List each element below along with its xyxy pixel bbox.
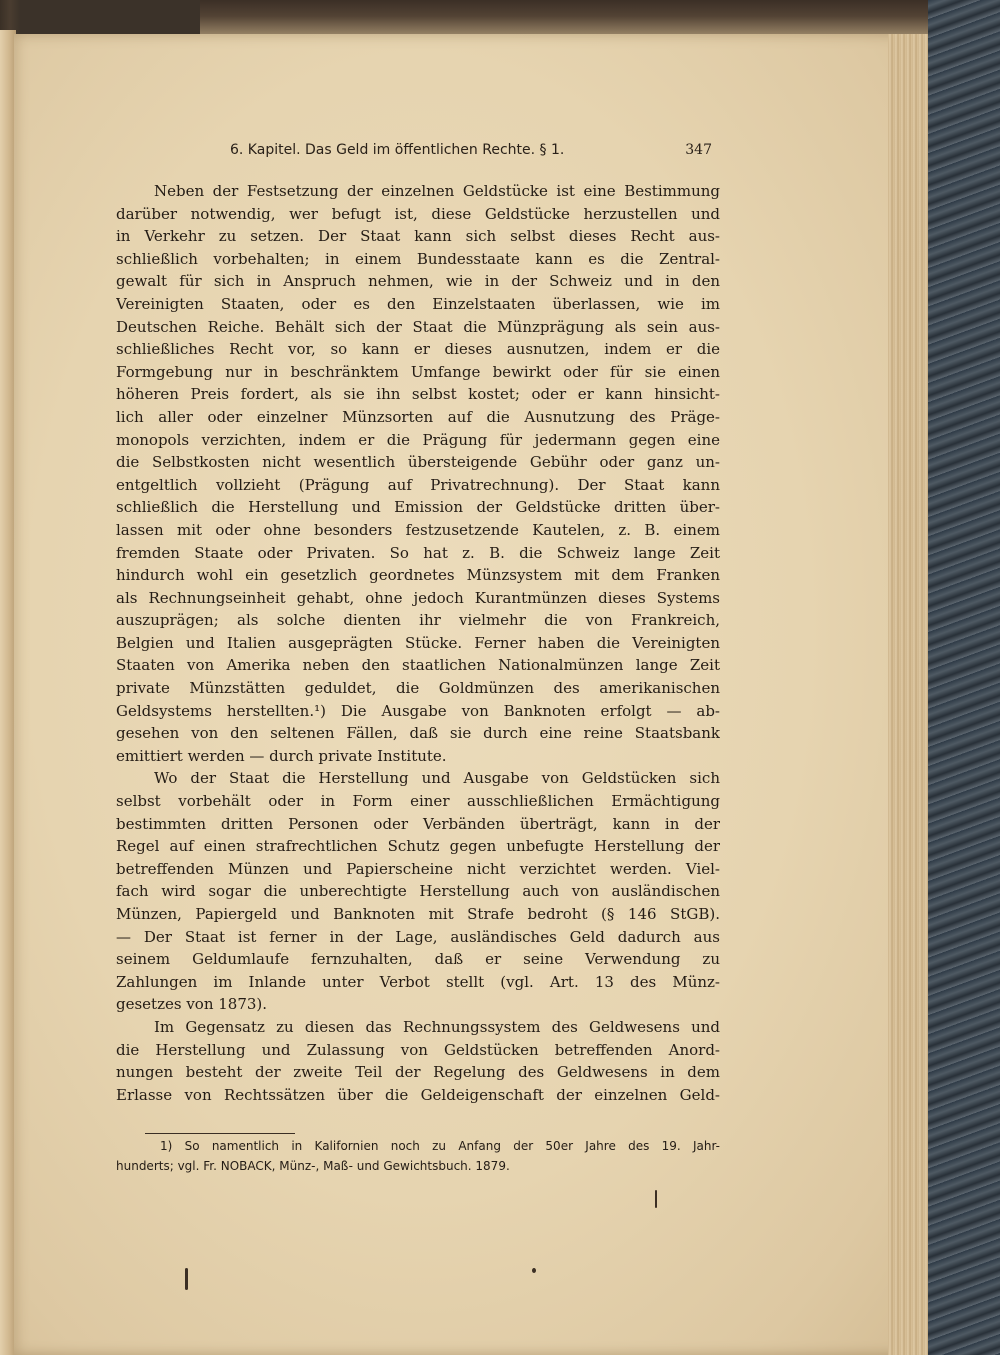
text-line: Wo der Staat die Herstellung und Ausgabe von Geldstücken sich <box>154 769 720 788</box>
text-line: Im Gegensatz zu diesen das Rechnungssystem des Geldwesens und <box>154 1017 720 1036</box>
text-line: Regel auf einen strafrechtlichen Schutz gegen unbefugte Herstellung der <box>116 837 720 856</box>
text-line: hindurch wohl ein gesetzlich geordnetes Münzsystem mit dem Franken <box>116 566 720 585</box>
ink-speck <box>532 1268 536 1273</box>
text-line: als Rechnungseinheit gehabt, ohne jedoch Kurantmünzen dieses Systems <box>116 588 720 607</box>
text-line: Münzen, Papiergeld und Banknoten mit Strafe bedroht (§ 146 StGB). <box>116 905 720 923</box>
ink-speck <box>185 1268 188 1290</box>
running-header <box>230 142 710 166</box>
text-line: Formgebung nur in beschränktem Umfange bewirkt oder für sie einen <box>116 362 720 381</box>
text-line: schließlich vorbehalten; in einem Bundesstaate kann es die Zentral- <box>116 249 720 268</box>
page-stack-edges <box>888 34 932 1355</box>
text-line: lassen mit oder ohne besonders festzusetzende Kautelen, z. B. einem <box>116 520 720 539</box>
text-line: gewalt für sich in Anspruch nehmen, wie in der Schweiz und in den <box>116 272 720 291</box>
text-line: Neben der Festsetzung der einzelnen Geldstücke ist eine Bestimmung <box>154 182 720 200</box>
text-line: seinem Geldumlaufe fernzuhalten, daß er seine Verwendung zu <box>116 950 720 969</box>
text-line: — Der Staat ist ferner in der Lage, ausländisches Geld dadurch aus <box>116 927 720 946</box>
text-line: schließliches Recht vor, so kann er dieses ausnutzen, indem er die <box>116 340 720 359</box>
text-line: bestimmten dritten Personen oder Verbänden überträgt, kann in der <box>116 814 720 833</box>
text-line: Belgien und Italien ausgeprägten Stücke. Ferner haben die Vereinigten <box>116 633 720 652</box>
text-line: fach wird sogar die unberechtigte Herstellung auch von ausländischen <box>116 882 720 901</box>
text-line: auszuprägen; als solche dienten ihr vielmehr die von Frankreich, <box>116 611 720 630</box>
text-line: betreffenden Münzen und Papierscheine nicht verzichtet werden. Viel- <box>116 859 720 878</box>
text-line: Erlasse von Rechtssätzen über die Geldeigenschaft der einzelnen Geld- <box>116 1085 720 1104</box>
text-line: Deutschen Reiche. Behält sich der Staat die Münzprägung als sein aus- <box>116 317 720 336</box>
text-line: fremden Staate oder Privaten. So hat z. B. die Schweiz lange Zeit <box>116 543 720 562</box>
footnote-line: 1) So namentlich in Kalifornien noch zu Anfang der 50er Jahre des 19. Jahr- <box>160 1139 720 1153</box>
text-line: nungen besteht der zweite Teil der Regelung des Geldwesens in dem <box>116 1063 720 1082</box>
text-line: gesetzes von 1873). <box>116 995 268 1014</box>
text-line: die Herstellung und Zulassung von Geldstücken betreffenden Anord- <box>116 1040 720 1059</box>
footnotes <box>116 1136 720 1176</box>
text-line: schließlich die Herstellung und Emission der Geldstücke dritten über- <box>116 498 720 517</box>
text-line: die Selbstkosten nicht wesentlich übersteigende Gebühr oder ganz un- <box>116 453 720 472</box>
text-line: gesehen von den seltenen Fällen, daß sie durch eine reine Staatsbank <box>116 724 720 743</box>
text-line: höheren Preis fordert, als sie ihn selbst kostet; oder er kann hinsicht- <box>116 385 720 404</box>
footnote-separator <box>145 1133 295 1134</box>
body-text <box>116 180 720 1106</box>
running-header-title: 6. Kapitel. Das Geld im öffentlichen Rechte. § 1. <box>230 142 565 158</box>
text-line: Staaten von Amerika neben den staatlichen Nationalmünzen lange Zeit <box>116 656 720 675</box>
text-line: Geldsystems herstellten.¹) Die Ausgabe von Banknoten erfolgt — ab- <box>116 701 720 720</box>
text-line: monopols verzichten, indem er die Prägung für jedermann gegen eine <box>116 430 720 449</box>
text-line: in Verkehr zu setzen. Der Staat kann sich selbst dieses Recht aus- <box>116 227 720 246</box>
text-line: private Münzstätten geduldet, die Goldmünzen des amerikanischen <box>116 679 720 698</box>
text-line: darüber notwendig, wer befugt ist, diese Geldstücke herzustellen und <box>116 204 720 223</box>
ink-speck <box>655 1190 657 1208</box>
text-line: emittiert werden — durch private Institute. <box>116 746 447 765</box>
text-line: Vereinigten Staaten, oder es den Einzelstaaten überlassen, wie im <box>116 294 720 313</box>
marbled-book-cover <box>928 0 1000 1355</box>
text-line: Zahlungen im Inlande unter Verbot stellt (vgl. Art. 13 des Münz- <box>116 972 720 991</box>
footnote-line: hunderts; vgl. Fr. NOBACK, Münz-, Maß- und Gewichtsbuch. 1879. <box>116 1159 510 1173</box>
text-line: entgeltlich vollzieht (Prägung auf Privatrechnung). Der Staat kann <box>116 475 720 494</box>
text-line: lich aller oder einzelner Münzsorten auf die Ausnutzung des Präge- <box>116 407 720 426</box>
text-line: selbst vorbehält oder in Form einer ausschließlichen Ermächtigung <box>116 792 720 811</box>
page-number: 347 <box>685 142 712 158</box>
